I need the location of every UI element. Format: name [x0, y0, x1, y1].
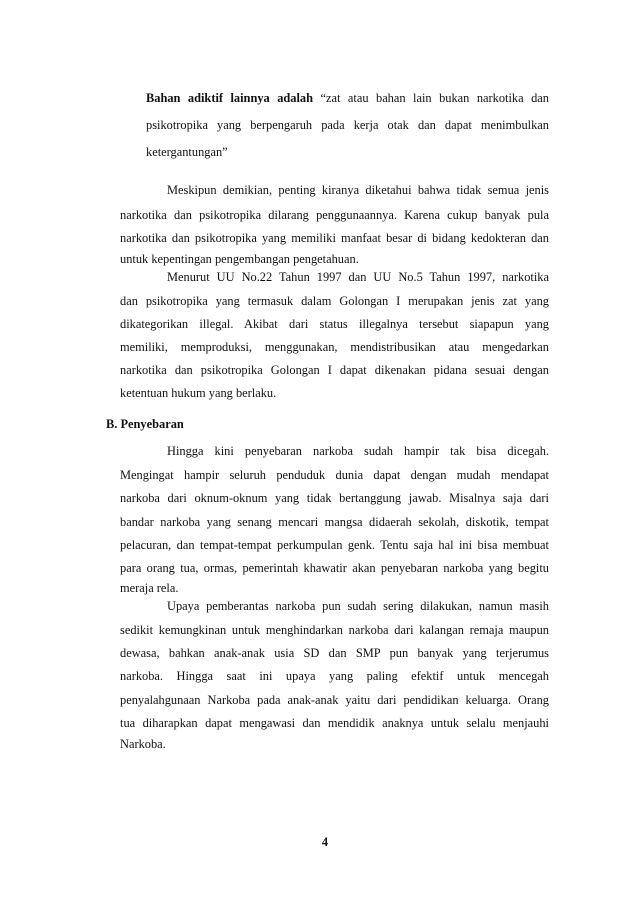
paragraph-3-line: para orang tua, ormas, pemerintah khawatir akan penyebaran narkoba yang begitu: [120, 561, 549, 575]
paragraph-2-line: Menurut UU No.22 Tahun 1997 dan UU No.5 Tahun 1997, narkotika: [167, 270, 549, 284]
definition-term: Bahan adiktif lainnya adalah: [146, 91, 314, 105]
paragraph-2-line: dikategorikan illegal. Akibat dari status illegalnya tersebut siapapun yang: [120, 317, 549, 331]
paragraph-2-line: dan psikotropika yang termasuk dalam Golongan I merupakan jenis zat yang: [120, 294, 549, 308]
paragraph-4-line: sedikit kemungkinan untuk menghindarkan narkoba dari kalangan remaja maupun: [120, 623, 549, 637]
paragraph-3-line: pelacuran, dan tempat-tempat perkumpulan genk. Tentu saja hal ini bisa membuat: [120, 538, 549, 552]
paragraph-4-line: Narkoba.: [120, 737, 166, 751]
paragraph-4-line: dewasa, bahkan anak-anak usia SD dan SMP pun banyak yang terjerumus: [120, 646, 549, 660]
paragraph-4-line: narkoba. Hingga saat ini upaya yang paling efektif untuk mencegah: [120, 669, 549, 683]
paragraph-4-line: Upaya pemberantas narkoba pun sudah sering dilakukan, namun masih: [167, 599, 549, 613]
definition-line-2: psikotropika yang berpengaruh pada kerja otak dan dapat menimbulkan: [146, 118, 549, 132]
definition-text: “zat atau bahan lain bukan narkotika dan: [320, 91, 549, 105]
paragraph-3-line: narkoba dari oknum-oknum yang tidak bertanggung jawab. Misalnya saja dari: [120, 491, 549, 505]
paragraph-2-line: memiliki, memproduksi, menggunakan, mendistribusikan atau mengedarkan: [120, 340, 549, 354]
paragraph-1-line: narkotika dan psikotropika yang memiliki manfaat besar di bidang kedokteran dan: [120, 231, 549, 245]
page-number: 4: [321, 835, 329, 849]
paragraph-4-line: penyalahgunaan Narkoba pada anak-anak yaitu dari pendidikan keluarga. Orang: [120, 693, 549, 707]
definition-line-1: [146, 90, 549, 106]
paragraph-4-line: tua diharapkan dapat mengawasi dan mendidik anaknya untuk selalu menjauhi: [120, 716, 549, 730]
paragraph-1-line: untuk kepentingan pengembangan pengetahuan.: [120, 252, 359, 266]
paragraph-1-line: narkotika dan psikotropika dilarang penggunaannya. Karena cukup banyak pula: [120, 208, 549, 222]
section-heading: B. Penyebaran: [106, 417, 184, 431]
paragraph-3-line: bandar narkoba yang senang mencari mangsa didaerah sekolah, diskotik, tempat: [120, 515, 549, 529]
definition-line-3: ketergantungan”: [146, 145, 228, 159]
paragraph-2-line: narkotika dan psikotropika Golongan I dapat dikenakan pidana sesuai dengan: [120, 363, 549, 377]
paragraph-2-line: ketentuan hukum yang berlaku.: [120, 386, 277, 400]
paragraph-3-line: meraja rela.: [120, 581, 179, 595]
paragraph-1-line: Meskipun demikian, penting kiranya diketahui bahwa tidak semua jenis: [167, 183, 549, 197]
paragraph-3-line: Mengingat hampir seluruh penduduk dunia dapat dengan mudah mendapat: [120, 468, 549, 482]
paragraph-3-line: Hingga kini penyebaran narkoba sudah hampir tak bisa dicegah.: [167, 444, 549, 458]
